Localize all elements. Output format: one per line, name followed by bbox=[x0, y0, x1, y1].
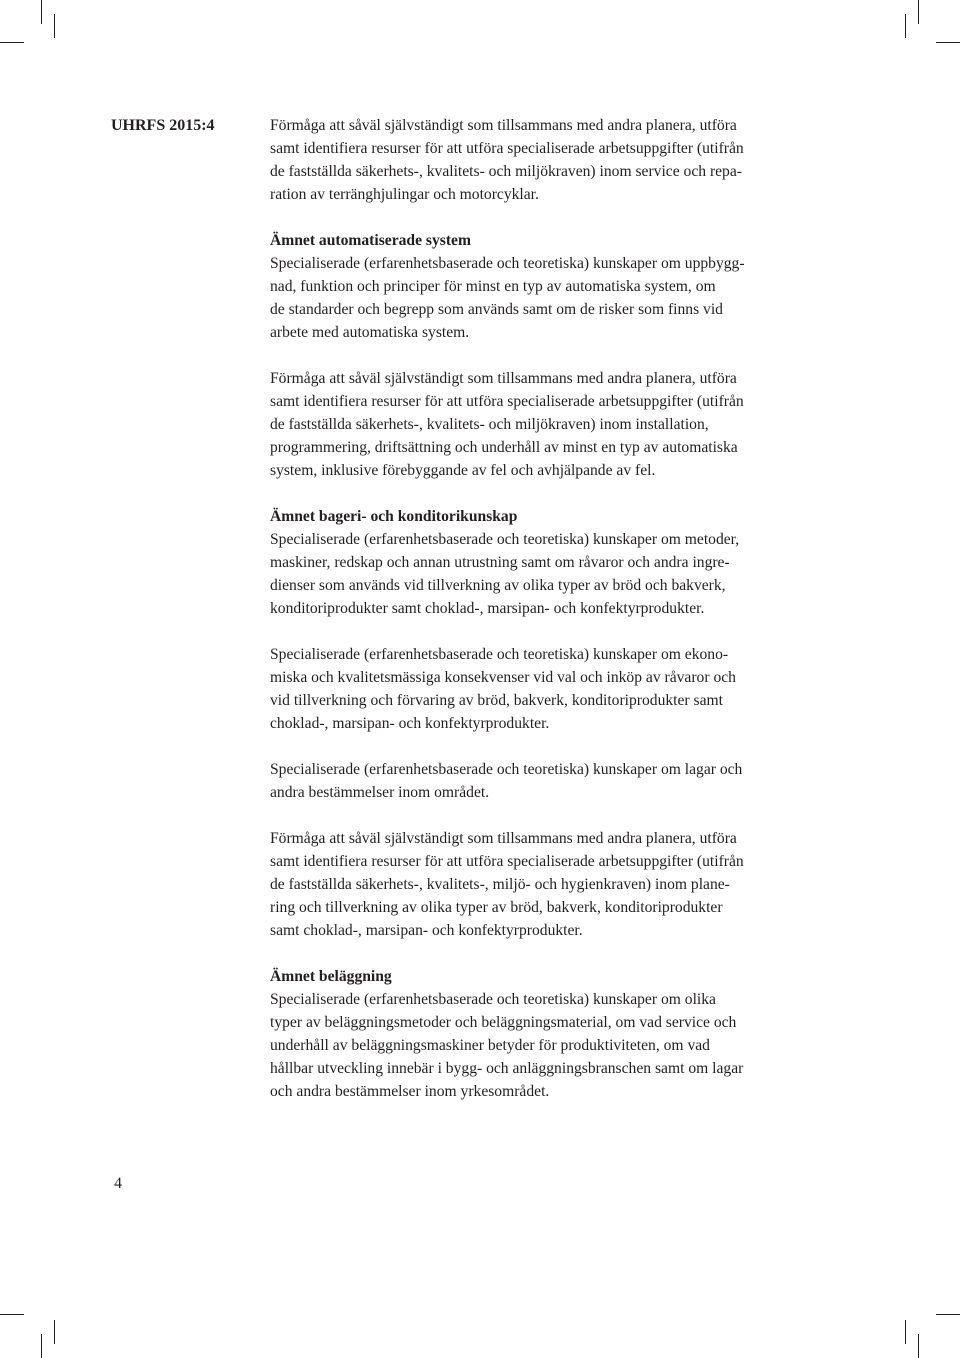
crop-mark bbox=[41, 0, 42, 24]
text-line: de fastställda säkerhets-, kvalitets-, miljö- och hygienkraven) inom plane- bbox=[270, 876, 730, 893]
text-line: konditoriprodukter samt choklad-, marsipan- och konfektyrprodukter. bbox=[270, 600, 705, 617]
text-line: de standarder och begrepp som används samt om de risker som finns vid bbox=[270, 301, 723, 318]
text-line: andra bestämmelser inom området. bbox=[270, 784, 490, 801]
text-line: ration av terränghjulingar och motorcyklar. bbox=[270, 186, 539, 203]
paragraph bbox=[270, 643, 810, 735]
page-content bbox=[270, 114, 810, 1103]
text-line: typer av beläggningsmetoder och beläggningsmaterial, om vad service och bbox=[270, 1014, 737, 1031]
text-line: miska och kvalitetsmässiga konsekvenser vid val och inköp av råvaror och bbox=[270, 669, 736, 686]
text-line: samt choklad-, marsipan- och konfektyrprodukter. bbox=[270, 922, 583, 939]
paragraph bbox=[270, 827, 810, 942]
crop-mark bbox=[0, 42, 24, 43]
paragraph bbox=[270, 252, 810, 344]
text-line: Specialiserade (erfarenhetsbaserade och teoretiska) kunskaper om olika bbox=[270, 991, 716, 1008]
section-heading: Ämnet automatiserade system bbox=[270, 232, 471, 249]
crop-mark bbox=[936, 1314, 960, 1315]
text-line: samt identifiera resurser för att utföra specialiserade arbetsuppgifter (utifrån bbox=[270, 853, 744, 870]
crop-mark bbox=[0, 1314, 24, 1315]
text-line: hållbar utveckling innebär i bygg- och anläggningsbranschen samt om lagar bbox=[270, 1060, 744, 1077]
crop-mark bbox=[918, 1334, 919, 1358]
paragraph bbox=[270, 988, 810, 1103]
text-line: de fastställda säkerhets-, kvalitets- och miljökraven) inom installation, bbox=[270, 416, 709, 433]
text-line: underhåll av beläggningsmaskiner betyder för produktiviteten, om vad bbox=[270, 1037, 710, 1054]
crop-mark bbox=[54, 1320, 55, 1344]
paragraph bbox=[270, 758, 810, 804]
text-line: Specialiserade (erfarenhetsbaserade och teoretiska) kunskaper om ekono- bbox=[270, 646, 729, 663]
text-line: Förmåga att såväl självständigt som tillsammans med andra planera, utföra bbox=[270, 117, 737, 134]
paragraph bbox=[270, 528, 810, 620]
text-line: Specialiserade (erfarenhetsbaserade och teoretiska) kunskaper om lagar och bbox=[270, 761, 743, 778]
text-line: nad, funktion och principer för minst en typ av automatiska system, om bbox=[270, 278, 716, 295]
text-line: dienser som används vid tillverkning av olika typer av bröd och bakverk, bbox=[270, 577, 726, 594]
text-line: och andra bestämmelser inom yrkesområdet. bbox=[270, 1083, 550, 1100]
text-line: system, inklusive förebyggande av fel och avhjälpande av fel. bbox=[270, 462, 656, 479]
text-line: arbete med automatiska system. bbox=[270, 324, 470, 341]
text-line: Förmåga att såväl självständigt som tillsammans med andra planera, utföra bbox=[270, 370, 737, 387]
text-line: ring och tillverkning av olika typer av bröd, bakverk, konditoriprodukter bbox=[270, 899, 723, 916]
page-number: 4 bbox=[114, 1175, 122, 1192]
text-line: maskiner, redskap och annan utrustning samt om råvaror och andra ingre- bbox=[270, 554, 730, 571]
text-line: Specialiserade (erfarenhetsbaserade och teoretiska) kunskaper om uppbygg- bbox=[270, 255, 745, 272]
text-line: vid tillverkning och förvaring av bröd, bakverk, konditoriprodukter samt bbox=[270, 692, 723, 709]
text-line: choklad-, marsipan- och konfektyrprodukter. bbox=[270, 715, 550, 732]
text-line: programmering, driftsättning och underhåll av minst en typ av automatiska bbox=[270, 439, 738, 456]
text-line: de fastställda säkerhets-, kvalitets- och miljökraven) inom service och repa- bbox=[270, 163, 742, 180]
text-line: samt identifiera resurser för att utföra specialiserade arbetsuppgifter (utifrån bbox=[270, 140, 744, 157]
crop-mark bbox=[41, 1334, 42, 1358]
section-heading: Ämnet beläggning bbox=[270, 968, 392, 985]
crop-mark bbox=[936, 42, 960, 43]
crop-mark bbox=[905, 1320, 906, 1344]
document-id: UHRFS 2015:4 bbox=[111, 117, 215, 134]
crop-mark bbox=[918, 0, 919, 24]
text-line: Specialiserade (erfarenhetsbaserade och teoretiska) kunskaper om metoder, bbox=[270, 531, 740, 548]
crop-mark bbox=[54, 14, 55, 38]
text-line: Förmåga att såväl självständigt som tillsammans med andra planera, utföra bbox=[270, 830, 737, 847]
paragraph bbox=[270, 114, 810, 206]
text-line: samt identifiera resurser för att utföra specialiserade arbetsuppgifter (utifrån bbox=[270, 393, 744, 410]
crop-mark bbox=[905, 14, 906, 38]
paragraph bbox=[270, 367, 810, 482]
section-heading: Ämnet bageri- och konditorikunskap bbox=[270, 508, 518, 525]
